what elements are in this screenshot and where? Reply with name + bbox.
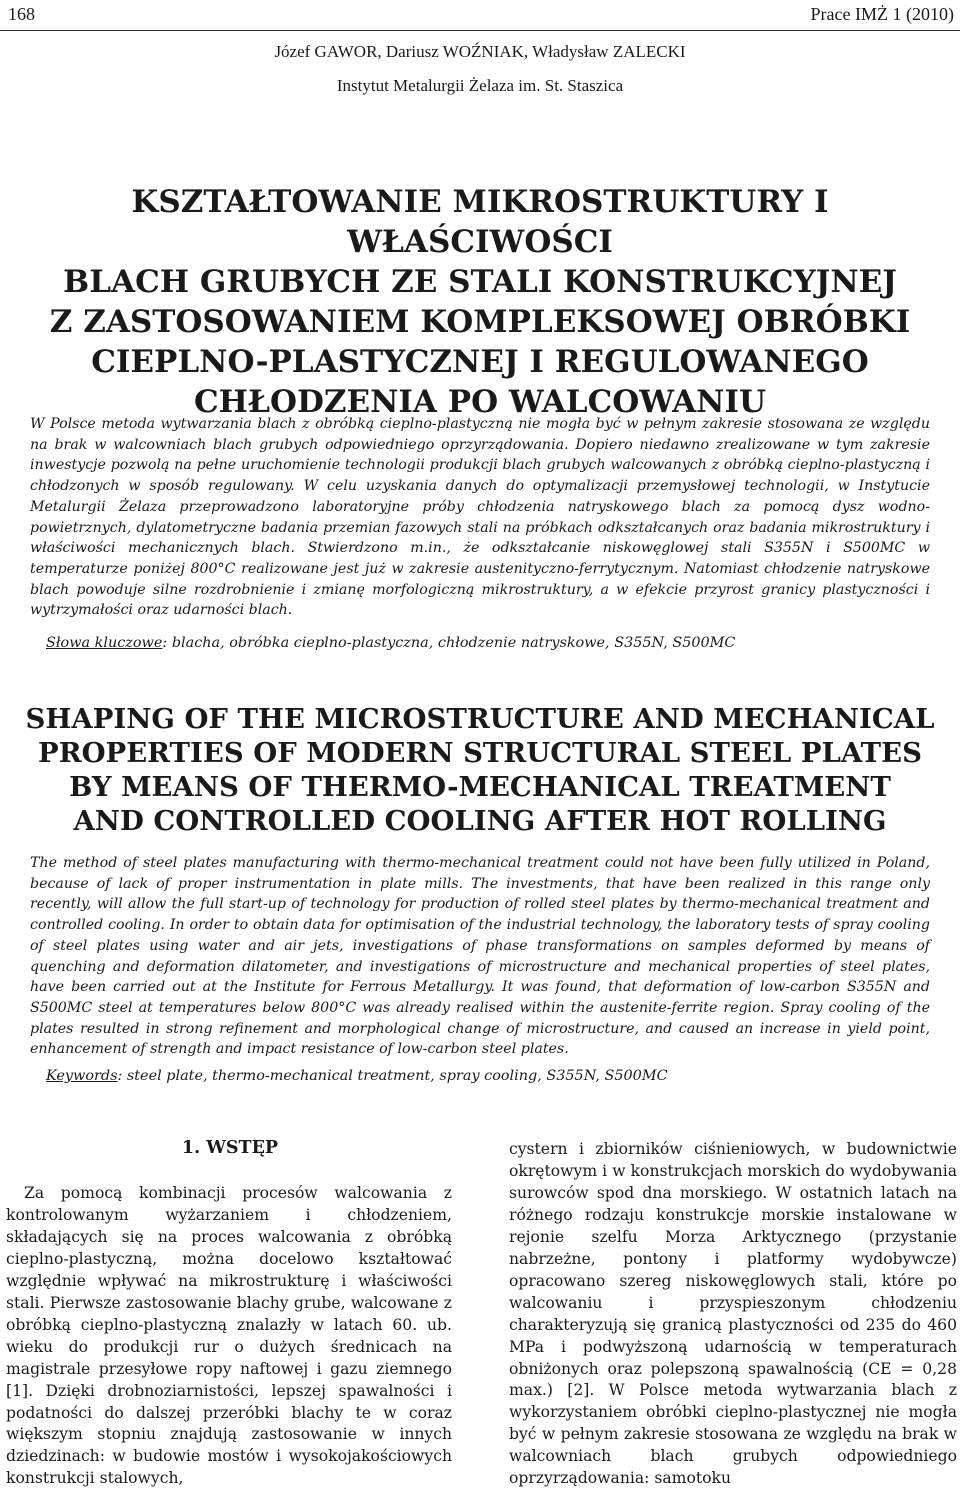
title-polish-line: KSZTAŁTOWANIE MIKROSTRUKTURY I WŁAŚCIWOŚCI [131,184,829,260]
title-polish-line: Z ZASTOSOWANIEM KOMPLEKSOWEJ OBRÓBKI [49,304,911,340]
body-column-left: Za pomocą kombinacji procesów walcowania z kontrolowanym wyżarzaniem i chłodzeniem, składających się na proces walcowania z obróbką cieplno-plastyczną, można docelowo kształtować względnie wpływać na mikrostrukturę i właściwości stali. Pierwsze zastosowanie blachy grube, walcowane z obróbką cieplno-plastyczną znalazły w latach 60. ub. wieku do produkcji rur o dużych średnicach na magistrale przesyłowe ropy naftowej i gazu ziemnego [1]. Dzięki drobnoziarnistości, lepszej spawalności i podatności do dalszej przeróbki blachy te w coraz większym stopniu znajdują zastosowanie w innych dziedzinach: w budowie mostów i wysokojakościowych konstrukcji stalowych, [6,1184,452,1488]
title-polish-line: CIEPLNO-PLASTYCZNEJ I REGULOWANEGO [91,344,869,380]
keywords-polish-label: Słowa kluczowe [46,635,163,651]
title-polish-line: CHŁODZENIA PO WALCOWANIU [193,384,767,420]
title-english-line: PROPERTIES OF MODERN STRUCTURAL STEEL PLATES [38,737,922,769]
body-column-right: cystern i zbiorników ciśnieniowych, w budownictwie okrętowym i w konstrukcjach morskich do wydobywania surowców spod dna morskiego. W ostatnich latach na różnego rodzaju konstrukcje morskie instalowane w rejonie szelfu Morza Arktycznego (przystanie nabrzeżne, pontony i platformy wydobywcze) opracowano szereg niskowęglowych stali, które po walcowaniu i przyspieszonym chłodzeniu charakteryzują się granicą plastyczności od 235 do 460 MPa i podwyższoną udarnością w temperaturach obniżonych oraz polepszoną spawalnością (CE = 0,28 max.) [2]. W Polsce metoda wytwarzania blach z wykorzystaniem obróbki cieplno-plastycznej nie mogła być w pełnym zakresie stosowana ze względu na brak w walcowniach blach grubych odpowiedniego oprzyrządowania: samotoku [509,1140,957,1488]
title-english-line: BY MEANS OF THERMO-MECHANICAL TREATMENT [69,771,891,803]
abstract-english: The method of steel plates manufacturing with thermo-mechanical treatment could not have been fully utilized in Poland, because of lack of proper instrumentation in plate mills. The investments, that have been realized in this range only recently, will allow the full start-up of technology for production of rolled steel plates by thermo-mechanical treatment and controlled cooling. In order to obtain data for optimisation of the industrial technology, the laboratory tests of spray cooling of steel plates using water and air jets, investigations of phase transformations on samples deformed by means of quenching and deformation dilatometer, and investigations of microstructure and mechanical properties of steel plates, have been carried out at the Institute for Ferrous Metallurgy. It was found, that deformation of low-carbon S355N and S500MC steel at temperatures below 800°C was already realised within the austenite-ferrite region. Spray cooling of the plates resulted in strong refinement and morphological change of microstructure, and caused an increase in yield point, enhancement of strength and impact resistance of low-carbon steel plates. [30,855,930,1058]
section-heading: 1. WSTĘP [181,1138,279,1158]
journal-reference: Prace IMŻ 1 (2010) [810,4,954,24]
title-english-line: AND CONTROLLED COOLING AFTER HOT ROLLING [73,805,887,837]
running-header [0,0,960,31]
page-number: 168 [8,4,35,24]
keywords-english-text: : steel plate, thermo-mechanical treatment, spray cooling, S355N, S500MC [117,1068,668,1084]
keywords-polish-text: : blacha, obróbka cieplno-plastyczna, chłodzenie natryskowe, S355N, S500MC [162,635,736,651]
keywords-english-label: Keywords [46,1068,118,1084]
title-english [0,702,960,838]
abstract-polish: W Polsce metoda wytwarzania blach z obróbką cieplno-plastyczną nie mogła być w pełnym zakresie stosowana ze względu na brak w walcowniach blach grubych odpowiedniego oprzyrządowania. Dopiero niedawno zrealizowane w tym zakresie inwestycje pozwolą na pełne uruchomienie technologii produkcji blach grubych walcowanych z obróbką cieplno-plastyczną i chłodzonych w sposób regulowany. W celu uzyskania danych do optymalizacji przemysłowej technologii, w Instytucie Metalurgii Żelaza przeprowadzono laboratoryjne próby chłodzenia natryskowego blach za pomocą dysz wodno-powietrznych, dylatometryczne badania przemian fazowych stali na próbkach odkształcanych oraz badania mikrostruktury i właściwości mechanicznych blach. Stwierdzono m.in., że odkształcanie niskowęglowej stali S355N i S500MC w temperaturze poniżej 800°C realizowane jest już w zakresie austenityczno-ferrytycznym. Natomiast chłodzenie natryskowe blach powoduje silne rozdrobnienie i zmianę morfologiczną mikrostruktury, a w efekcie przyrost granicy plastyczności i wytrzymałości oraz udarności blach. [30,416,930,619]
title-english-line: SHAPING OF THE MICROSTRUCTURE AND MECHANICAL [25,703,935,735]
keywords-english [46,1068,926,1084]
title-polish [0,182,960,422]
institute: Instytut Metalurgii Żelaza im. St. Staszica [336,76,624,95]
keywords-polish [46,635,926,651]
title-polish-line: BLACH GRUBYCH ZE STALI KONSTRUKCYJNEJ [63,264,897,300]
authors: Józef GAWOR, Dariusz WOŹNIAK, Władysław ZALECKI [274,42,686,61]
